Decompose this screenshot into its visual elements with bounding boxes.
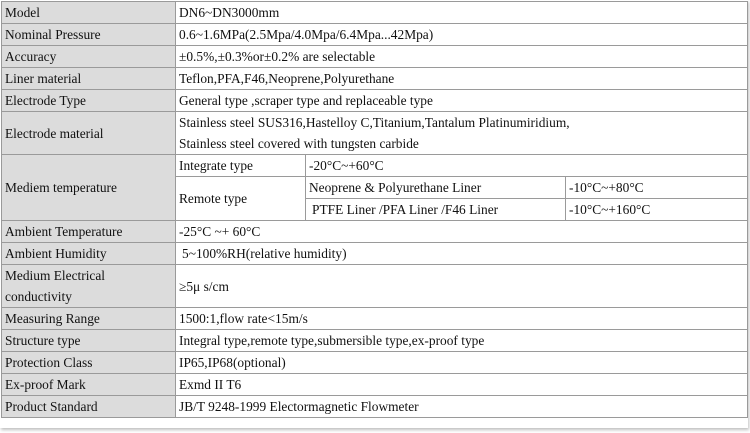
remote-liner-neoprene: Neoprene & Polyurethane Liner [306, 177, 566, 199]
row-liner-material [2, 68, 748, 90]
label-remote-type: Remote type [176, 177, 306, 221]
row-electrode-material [2, 112, 748, 155]
value-product-standard: JB/T 9248-1999 Electormagnetic Flowmeter [176, 396, 748, 418]
label-structure-type: Structure type [2, 330, 176, 352]
label-measuring-range: Measuring Range [2, 308, 176, 330]
value-structure-type: Integral type,remote type,submersible type,ex-proof type [176, 330, 748, 352]
label-model: Model [2, 2, 176, 24]
label-integrate-type: Integrate type [176, 155, 306, 177]
value-ambient-humidity-text: 5~100%RH(relative humidity) [182, 246, 347, 261]
value-electrode-material [176, 112, 748, 155]
value-liner-material: Teflon,PFA,F46,Neoprene,Polyurethane [176, 68, 748, 90]
row-medium-temperature-integrate [2, 155, 748, 177]
row-ambient-humidity [2, 243, 748, 265]
value-integrate-type: -20°C~+60°C [306, 155, 748, 177]
value-medium-conductivity: ≥5μ s/cm [176, 265, 748, 308]
remote-value-ptfe: -10°C~+160°C [566, 199, 748, 221]
value-nominal-pressure: 0.6~1.6MPa(2.5Mpa/4.0Mpa/6.4Mpa...42Mpa) [176, 24, 748, 46]
value-electrode-type: General type ,scraper type and replaceable type [176, 90, 748, 112]
value-ambient-humidity [176, 243, 748, 265]
value-measuring-range: 1500:1,flow rate<15m/s [176, 308, 748, 330]
label-product-standard: Product Standard [2, 396, 176, 418]
row-structure-type [2, 330, 748, 352]
value-accuracy: ±0.5%,±0.3%or±0.2% are selectable [176, 46, 748, 68]
spec-table [1, 1, 748, 418]
label-medium-conductivity [2, 265, 176, 308]
value-protection-class: IP65,IP68(optional) [176, 352, 748, 374]
label-liner-material: Liner material [2, 68, 176, 90]
remote-value-neoprene: -10°C~+80°C [566, 177, 748, 199]
row-protection-class [2, 352, 748, 374]
label-ambient-humidity: Ambient Humidity [2, 243, 176, 265]
label-electrode-type: Electrode Type [2, 90, 176, 112]
label-nominal-pressure: Nominal Pressure [2, 24, 176, 46]
electrode-material-line-2: Stainless steel covered with tungsten carbide [179, 136, 419, 151]
label-medium-conductivity-line-2: conductivity [5, 289, 72, 304]
row-model [2, 2, 748, 24]
row-electrode-type [2, 90, 748, 112]
row-ambient-temperature [2, 221, 748, 243]
label-medium-conductivity-line-1: Medium Electrical [5, 268, 106, 283]
label-ex-proof-mark: Ex-proof Mark [2, 374, 176, 396]
remote-liner-ptfe [306, 199, 566, 221]
remote-liner-ptfe-text: PTFE Liner /PFA Liner /F46 Liner [312, 202, 499, 217]
label-accuracy: Accuracy [2, 46, 176, 68]
value-ex-proof-mark: Exmd II T6 [176, 374, 748, 396]
row-accuracy [2, 46, 748, 68]
row-product-standard [2, 396, 748, 418]
electrode-material-line-1: Stainless steel SUS316,Hastelloy C,Titanium,Tantalum Platinumiridium, [179, 115, 570, 130]
label-ambient-temperature: Ambient Temperature [2, 221, 176, 243]
row-medium-conductivity [2, 265, 748, 308]
row-measuring-range [2, 308, 748, 330]
value-ambient-temperature: -25°C ~+ 60°C [176, 221, 748, 243]
row-nominal-pressure [2, 24, 748, 46]
label-medium-temperature: Mediem temperature [2, 155, 176, 221]
value-model: DN6~DN3000mm [176, 2, 748, 24]
row-ex-proof-mark [2, 374, 748, 396]
label-electrode-material: Electrode material [2, 112, 176, 155]
label-protection-class: Protection Class [2, 352, 176, 374]
